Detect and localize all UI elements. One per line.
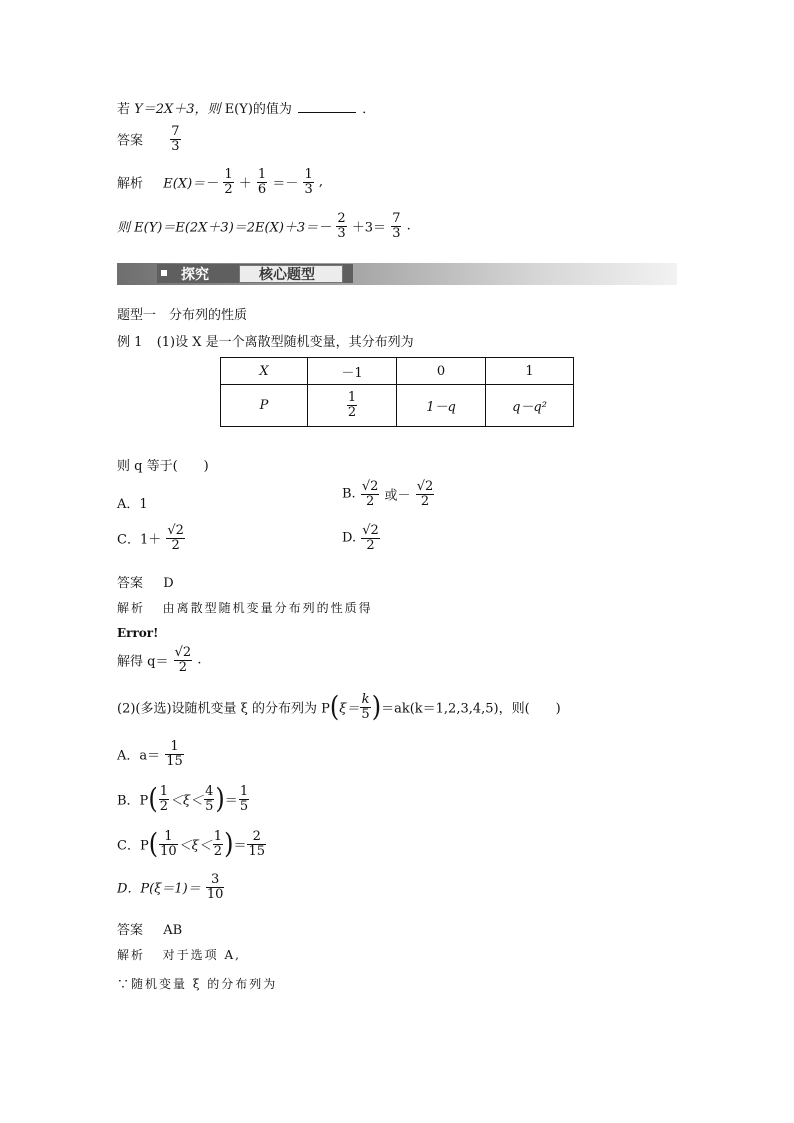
fraction-numerator: 1: [159, 784, 168, 799]
q2-rest: ＝ak(k＝1,2,3,4,5)，则( ): [381, 701, 561, 717]
fraction-numerator: √2: [167, 523, 184, 538]
k-fraction: [360, 693, 370, 721]
example-label: 例 1: [117, 335, 143, 350]
solve-line: [117, 646, 201, 674]
option-d-label: D.: [342, 530, 357, 546]
table-header-cell: 1: [486, 358, 574, 385]
option-b: [342, 480, 435, 508]
fraction-numerator: 4: [205, 784, 214, 799]
intro-end: ．: [362, 102, 376, 117]
fraction-3: [303, 168, 313, 196]
fraction-numerator: 2: [337, 211, 346, 226]
question-2: [117, 691, 561, 724]
sqrt-fraction: [174, 646, 193, 674]
table-header-cell: －1: [308, 358, 397, 385]
analysis-line-1: [117, 168, 323, 196]
answer-blank: [298, 100, 356, 113]
answer-label: 答案: [117, 133, 144, 149]
fraction-numerator: 7: [392, 211, 401, 226]
option-b-or: 或－: [384, 488, 411, 504]
fraction: [159, 830, 178, 858]
intro-equation: Y＝2X＋3，则: [134, 102, 221, 117]
example-text: (1)设 X 是一个离散型随机变量，其分布列为: [156, 335, 414, 350]
answer-line-1: [117, 125, 182, 153]
fraction: [213, 830, 223, 858]
answer-line-3: [117, 919, 182, 938]
right-paren: ): [215, 783, 225, 816]
fraction-denominator: 2: [171, 537, 180, 553]
sqrt-fraction: [361, 480, 380, 508]
option-b-label: B.: [342, 486, 356, 502]
option-c: [117, 524, 186, 552]
fraction-numerator: 1: [159, 830, 178, 845]
left-paren: (: [329, 691, 340, 724]
solve-text: 解得 q＝: [117, 654, 169, 670]
fraction-numerator: √2: [416, 479, 434, 494]
equals: ＝: [233, 838, 247, 854]
fraction-1: [223, 168, 233, 196]
analysis-label: 解析: [117, 176, 144, 192]
fraction-numerator: 1: [213, 829, 223, 844]
option2-b-prefix: B．P: [117, 793, 149, 809]
fraction-denominator: 2: [366, 537, 375, 553]
analysis-line-4: [117, 946, 241, 963]
radicand: 2: [370, 523, 379, 538]
fraction: [204, 785, 214, 813]
fraction-numerator: 2: [247, 830, 266, 845]
answer-label: 答案: [117, 576, 144, 591]
example-1: [117, 331, 414, 350]
fraction-denominator: 3: [171, 138, 180, 154]
fraction-denominator: 15: [248, 843, 266, 859]
analysis-end: ,: [318, 174, 324, 190]
right-paren: ): [371, 691, 382, 724]
option2-c-prefix: C．P: [117, 838, 149, 854]
radicand: 2: [182, 645, 192, 660]
fraction-denominator: 3: [337, 225, 346, 241]
option2-d-prefix: D．P(ξ＝1)＝: [117, 881, 201, 897]
radicand: 2: [175, 523, 184, 538]
option-c-label: C．1＋: [117, 532, 162, 548]
distribution-table: [220, 357, 574, 427]
fraction-numerator: √2: [174, 645, 192, 660]
analysis-label: 解析: [117, 948, 146, 962]
analysis-text: 由离散型随机变量分布列的性质得: [162, 601, 373, 615]
intro-question: [117, 98, 375, 117]
analysis-expression: 则 E(Y)＝E(2X＋3)＝2E(X)＋3＝－: [117, 220, 332, 236]
sqrt-fraction: [166, 524, 185, 552]
fraction-denominator: 2: [178, 659, 188, 675]
inequality: ＜ξ＜: [178, 838, 212, 854]
radicand: 2: [370, 479, 379, 494]
question-1: 则 q 等于( ): [117, 459, 209, 474]
sqrt-fraction: [416, 480, 435, 508]
banner-left-title: 探究: [181, 267, 209, 283]
option2-d-fraction: [206, 873, 225, 901]
fraction-denominator: 10: [160, 843, 177, 859]
because-line: ∵随机变量 ξ 的分布列为: [117, 977, 278, 991]
fraction-denominator: 2: [365, 493, 375, 509]
intro-expression: E(Y)的值为: [224, 102, 292, 117]
fraction-denominator: 3: [392, 225, 401, 241]
q2-prefix: (2)(多选)设随机变量 ξ 的分布列为 P: [117, 701, 330, 717]
solve-end: .: [197, 652, 202, 668]
answer-value: AB: [163, 923, 183, 938]
fraction-numerator: √2: [362, 523, 379, 538]
fraction: [159, 785, 169, 813]
fraction-denominator: 2: [213, 843, 223, 859]
analysis-line-3: [117, 599, 373, 616]
radicand: 2: [425, 479, 434, 494]
cell-fraction: [347, 391, 357, 419]
equals: ＝: [224, 793, 238, 809]
answer-fraction: [170, 125, 180, 153]
inequality: ＜ξ＜: [169, 793, 204, 809]
sqrt-fraction: [361, 524, 380, 552]
fraction-numerator: 3: [206, 873, 225, 888]
right-paren: ): [224, 828, 234, 861]
fraction-denominator: 6: [257, 181, 267, 197]
fraction-denominator: 2: [420, 493, 430, 509]
fraction: [247, 830, 266, 858]
option-d: [342, 524, 381, 552]
left-paren: (: [148, 783, 158, 816]
fraction-denominator: 10: [206, 886, 224, 902]
answer-value: D: [163, 576, 174, 591]
intro-prefix: 若: [117, 102, 131, 117]
fraction-numerator: 1: [165, 740, 184, 755]
section-banner: [117, 263, 677, 285]
option2-a-prefix: A．a＝: [117, 748, 161, 764]
option2-d: [117, 873, 225, 901]
q2-xi: ξ＝: [339, 701, 360, 717]
table-cell: 1－q: [397, 385, 486, 427]
error-text: Error!: [117, 626, 159, 640]
option2-c: [117, 828, 267, 861]
fraction-2: [257, 168, 267, 196]
left-paren: (: [148, 828, 159, 861]
fraction-numerator: 1: [239, 784, 249, 799]
table-cell: q－q²: [486, 385, 574, 427]
table-header-cell: 0: [397, 358, 486, 385]
fraction-denominator: 15: [166, 753, 183, 769]
fraction-numerator: 7: [171, 124, 180, 139]
analysis-label: 解析: [117, 601, 146, 615]
fraction-denominator: 2: [224, 181, 233, 197]
option-a: A．1: [117, 497, 148, 512]
option2-b: [117, 783, 250, 816]
fraction-denominator: 5: [239, 798, 249, 814]
table-row-label: P: [221, 385, 308, 427]
fraction-denominator: 5: [205, 798, 214, 814]
analysis-mid: ＋3＝: [351, 220, 387, 236]
answer-line-2: [117, 572, 174, 591]
analysis-lhs: E(X)＝－: [163, 176, 219, 192]
analysis-line-2: [117, 212, 411, 240]
fraction-numerator: 1: [304, 167, 313, 182]
analysis-end-2: .: [406, 218, 411, 234]
banner-bullet-icon: [161, 270, 167, 276]
fraction-denominator: 2: [347, 405, 357, 420]
option2-a: [117, 740, 185, 768]
equals-minus: ＝－: [272, 176, 299, 192]
analysis-text: 对于选项 A,: [162, 948, 241, 962]
fraction-denominator: 5: [361, 706, 370, 722]
table-header-cell: X: [221, 358, 308, 385]
plus-sign: ＋: [238, 176, 252, 192]
fraction-numerator: √2: [361, 479, 379, 494]
banner-right-title: 核心题型: [259, 267, 315, 283]
fraction-numerator: k: [361, 692, 370, 707]
answer-label: 答案: [117, 923, 144, 938]
fraction-numerator: 1: [347, 390, 357, 406]
fraction-5: [391, 212, 401, 240]
fraction-denominator: 3: [304, 181, 313, 197]
fraction-numerator: 1: [257, 167, 267, 182]
table-header-row: [221, 358, 574, 385]
section-title: 题型一 分布列的性质: [117, 308, 248, 323]
fraction: [239, 785, 249, 813]
option2-a-fraction: [165, 740, 184, 768]
fraction-numerator: 1: [224, 167, 233, 182]
fraction-4: [336, 212, 346, 240]
table-cell: [308, 385, 397, 427]
fraction-denominator: 2: [159, 798, 168, 814]
table-row: [221, 385, 574, 427]
